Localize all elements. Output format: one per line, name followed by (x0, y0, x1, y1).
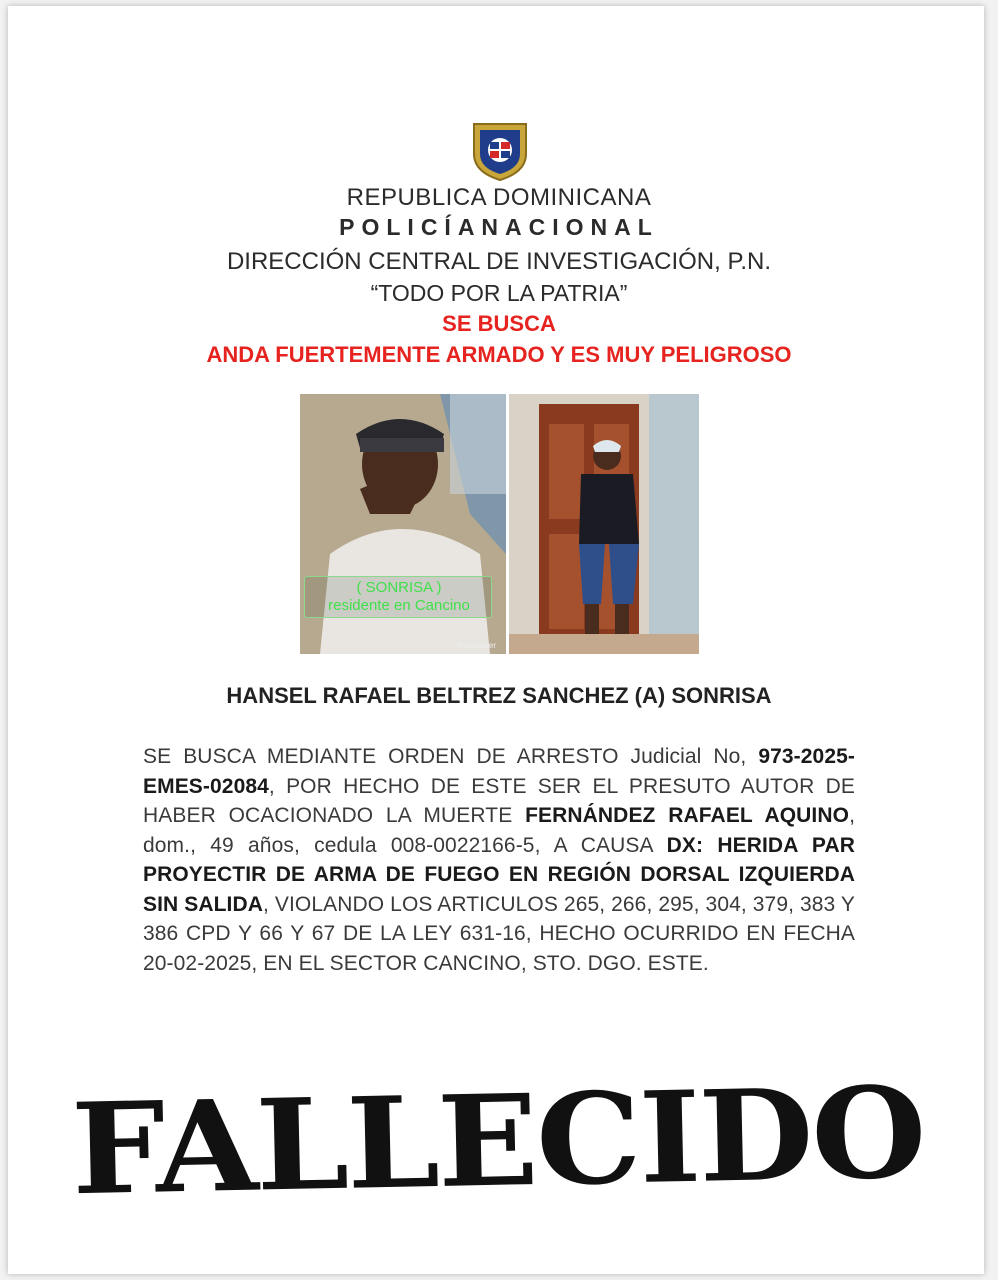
case-number: 973-2025-EMES-02084 (143, 745, 855, 798)
reply-label: Responder (456, 641, 496, 650)
residence-caption: residente en Cancino (328, 597, 470, 614)
warrant-text-part2: , POR HECHO DE ESTE SER EL PRESUTO AUTOR DE HABER OCACIONADO LA MUERTE (143, 774, 855, 827)
alias-caption: ( SONRISA ) (356, 579, 442, 596)
department-heading: DIRECCIÓN CENTRAL DE INVESTIGACIÓN, P.N. (226, 248, 772, 275)
suspect-photo-fullbody (509, 394, 699, 654)
country-heading: REPUBLICA DOMINICANA (346, 184, 652, 211)
suspect-photo-closeup (300, 394, 506, 654)
victim-name: FERNÁNDEZ RAFAEL AQUINO (525, 804, 850, 827)
deceased-stamp: FALLECIDO (70, 1059, 926, 1224)
cause-of-death: DX: HERIDA PAR PROYECTIR DE ARMA DE FUEGO EN REGIÓN DORSAL IZQUIERDA SIN SALIDA (143, 833, 855, 916)
warrant-text-part3: , dom., 49 años, cedula 008-0022166-5, A CAUSA (143, 804, 855, 857)
warrant-text (143, 742, 855, 978)
wanted-alert: SE BUSCA (442, 311, 556, 336)
agency-heading: POLICÍANACIONAL (339, 214, 659, 240)
suspect-name: HANSEL RAFAEL BELTREZ SANCHEZ (A) SONRISA (226, 683, 772, 708)
dicrim-shield-icon (470, 118, 530, 182)
warrant-text-part1: SE BUSCA MEDIANTE ORDEN DE ARRESTO Judicial No, (143, 745, 759, 768)
warrant-text-part4: , VIOLANDO LOS ARTICULOS 265, 266, 295, 304, 379, 383 Y 386 CPD Y 66 Y 67 DE LA LEY 631-16, HECHO OCURRIDO EN FECHA 20-02-2025, EN EL SECTOR CANCINO, STO. DGO. ESTE. (143, 892, 855, 975)
danger-alert: ANDA FUERTEMENTE ARMADO Y ES MUY PELIGROSO (206, 342, 792, 367)
motto: “TODO POR LA PATRIA” (370, 280, 628, 306)
